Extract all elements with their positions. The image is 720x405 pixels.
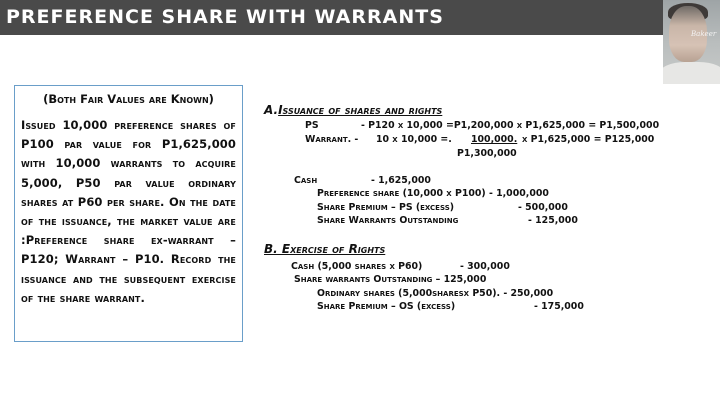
slide-title: PREFERENCE SHARE WITH WARRANTS xyxy=(6,6,444,28)
section-a-title: Issuance of shares and rights xyxy=(278,103,443,117)
problem-box xyxy=(14,85,243,342)
warrant-label: Warrant. - xyxy=(305,134,359,145)
warrant-calc-right: x P1,625,000 = P125,000 xyxy=(522,134,655,145)
allocation-total: P1,300,000 xyxy=(457,148,517,159)
section-a-heading xyxy=(264,103,442,117)
entry-warrants-value: - 125,000 xyxy=(528,215,578,226)
problem-text: Issued 10,000 preference shares of P100 par value for P1,625,000 with 10,000 warrants to acquire 5,000, P50 par value ordinary shares at P60 per share. On the date of the issuance, the market value are :Preference share ex-warrant – P120; Warrant – P10. Record the issuance and the subsequent exercise of the share warrant. xyxy=(21,118,236,305)
warrant-calc-left: 10 x 10,000 =. xyxy=(376,134,452,145)
section-a-label: A. xyxy=(264,103,279,117)
entry-warrants-label: Share Warrants Outstanding xyxy=(317,215,459,226)
section-b-heading xyxy=(264,242,385,256)
entry-cash-label: Cash xyxy=(294,175,318,186)
exercise-cash-label: Cash (5,000 shares x P60) xyxy=(291,261,423,272)
exercise-share-premium-label: Share Premium – OS (excess) xyxy=(317,301,456,312)
ps-label: PS xyxy=(305,120,319,131)
exercise-share-premium-value: - 175,000 xyxy=(534,301,584,312)
ps-calc: - P120 x 10,000 =P1,200,000 x P1,625,000 = P1,500,000 xyxy=(361,120,660,131)
warrant-calc-mid: 100,000. xyxy=(471,134,518,145)
section-b-title: B. Exercise of Rights xyxy=(264,242,386,256)
problem-heading: (Both Fair Values are Known) xyxy=(43,92,214,106)
entry-cash-value: - 1,625,000 xyxy=(371,175,431,186)
solution-area xyxy=(264,0,704,405)
exercise-ordinary-shares-line: Ordinary shares (5,000sharesx P50). - 250,000 xyxy=(317,288,554,299)
entry-share-premium-label: Share Premium – PS (excess) xyxy=(317,202,455,213)
entry-share-premium-value: - 500,000 xyxy=(518,202,568,213)
exercise-cash-value: - 300,000 xyxy=(460,261,510,272)
webcam-watermark: Bakeer xyxy=(691,30,717,38)
entry-preference-share: Preference share (10,000 x P100) - 1,000,000 xyxy=(317,188,549,199)
exercise-warrants-line: Share warrants Outstanding – 125,000 xyxy=(294,274,487,285)
